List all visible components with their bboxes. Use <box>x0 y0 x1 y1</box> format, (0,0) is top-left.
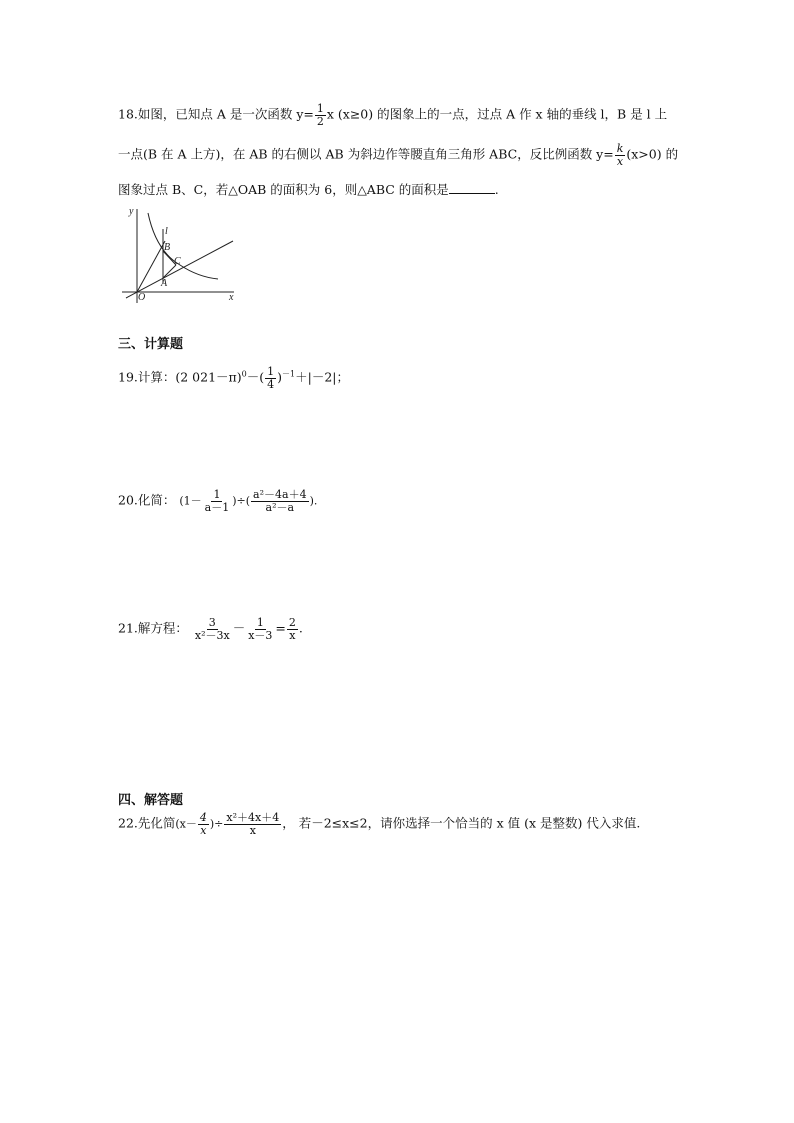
q19-frac-den: 4 <box>267 377 275 391</box>
q18-line1-text-b: x (x≥0) 的图象上的一点，过点 A 作 x 轴的垂线 l，B 是 l 上 <box>326 106 668 122</box>
q22-frac2-den: x <box>249 823 256 837</box>
q20-mid: )÷( <box>232 494 251 508</box>
x-axis-label: x <box>229 292 234 303</box>
q19-close: ) <box>277 369 283 385</box>
q22-fraction-1 <box>198 812 209 836</box>
q19-fraction <box>265 366 276 390</box>
q18-line3-text: 图象过点 B、C，若△OAB 的面积为 6，则△ABC 的面积是 <box>118 182 449 197</box>
q19-exp-neg1: －1 <box>282 369 296 379</box>
q22-frac1-num: 4 <box>199 811 207 824</box>
q22-suffix: ， 若－2≤x≤2，请你选择一个恰当的 x 值 (x 是整数) 代入求值. <box>282 815 641 831</box>
q21-frac2-num: 1 <box>256 616 264 629</box>
q21-frac1-num: 3 <box>208 616 216 629</box>
q18-fraction-half <box>315 103 326 127</box>
label-l: l <box>165 226 168 237</box>
q20-open: (1－ <box>179 494 202 508</box>
q21-fraction-2 <box>246 617 274 641</box>
q20-line <box>118 489 317 513</box>
q20-prefix: 20.化简： <box>118 492 176 508</box>
q18-frac2-den: x <box>616 154 624 168</box>
q21-minus: － <box>232 620 246 636</box>
q21-frac3-num: 2 <box>288 616 296 629</box>
section-3-heading: 三、计算题 <box>118 337 184 352</box>
q18-line1 <box>118 103 667 127</box>
q20-frac1-den: a－1 <box>204 500 230 514</box>
q20-frac2-den: a²－a <box>265 500 295 514</box>
q18-fraction-k-over-x <box>615 143 626 167</box>
label-c: C <box>174 256 181 267</box>
q18-frac1-den: 2 <box>316 114 324 128</box>
q20-fraction-2 <box>251 489 309 513</box>
label-b: B <box>164 242 171 253</box>
label-o: O <box>138 292 146 303</box>
q21-equals: = <box>275 620 286 636</box>
section-4-heading: 四、解答题 <box>118 793 184 808</box>
q18-line2 <box>118 143 678 167</box>
q21-fraction-3 <box>287 617 298 641</box>
q21-fraction-1 <box>193 617 232 641</box>
q22-line <box>118 812 640 836</box>
q18-frac2-num: k <box>616 142 624 155</box>
answer-blank[interactable] <box>449 181 495 194</box>
q21-frac3-den: x <box>289 628 296 642</box>
q22-open: (x－ <box>175 817 197 831</box>
label-a: A <box>161 278 168 289</box>
q22-frac2-num: x²＋4x＋4 <box>226 811 280 824</box>
q18-frac1-num: 1 <box>316 102 324 115</box>
q19-exp-zero: 0 <box>241 369 247 379</box>
q22-mid: )÷ <box>209 817 224 831</box>
q18-line2-text-a: 一点(B 在 A 上方)，在 AB 的右侧以 AB 为斜边作等腰直角三角形 ABC，反比例函数 y= <box>118 146 614 162</box>
q21-frac1-den: x²－3x <box>194 628 230 642</box>
q19-line <box>118 366 349 390</box>
q21-prefix: 21.解方程： <box>118 620 188 636</box>
q22-frac1-den: x <box>200 823 207 837</box>
q20-frac2-num: a²－4a＋4 <box>253 488 307 501</box>
linear-function-line <box>126 241 233 298</box>
hyperbola-curve <box>148 213 218 279</box>
q19-minus: －( <box>246 369 265 385</box>
q21-frac2-den: x－3 <box>248 628 273 642</box>
q21-suffix: . <box>298 620 303 636</box>
q19-prefix: 19.计算：(2 021－π) <box>118 369 242 385</box>
q19-frac-num: 1 <box>267 365 275 378</box>
q22-fraction-2 <box>224 812 281 836</box>
q22-prefix: 22.先化简 <box>118 815 176 831</box>
q18-line2-text-b: (x>0) 的 <box>626 146 679 162</box>
q18-figure <box>118 203 248 305</box>
q19-suffix: ＋|－2|； <box>295 369 349 385</box>
q21-line <box>118 617 303 641</box>
q20-frac1-num: 1 <box>213 488 221 501</box>
q18-line3 <box>118 180 499 198</box>
q20-suffix: ). <box>309 494 318 508</box>
q18-line3-end: . <box>494 182 499 197</box>
q18-line1-text-a: 18.如图，已知点 A 是一次函数 y= <box>118 106 314 122</box>
y-axis-label: y <box>129 206 134 217</box>
q20-fraction-1 <box>203 489 232 513</box>
